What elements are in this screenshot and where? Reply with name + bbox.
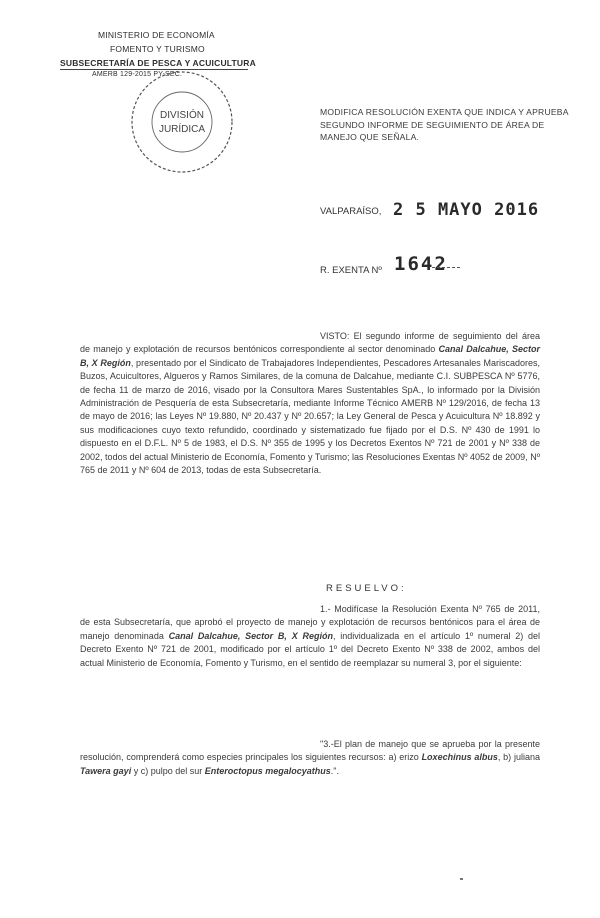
date-stamp: 2 5 MAYO 2016 (393, 200, 540, 220)
resuelvo-heading: RESUELVO: (326, 583, 407, 594)
visto-lead: VISTO: (320, 331, 350, 341)
visto-text-1: El segundo informe de seguimiento del área de manejo y explotación de recursos bentónicos correspondiente al sector denominado (80, 331, 540, 355)
resolution-label: R. EXENTA Nº (320, 265, 382, 276)
quote-species-1: Loxechinus albus (421, 752, 498, 763)
division-juridica-stamp (128, 68, 236, 176)
header-ministry-sub: FOMENTO Y TURISMO (110, 44, 205, 54)
header-ministry: MINISTERIO DE ECONOMÍA (98, 30, 215, 40)
quote-species-3: Enteroctopus megalocyathus (204, 765, 331, 776)
quote-text-2: , b) juliana (497, 752, 540, 763)
visto-text-2: , presentado por el Sindicato de Trabajadores Independientes, Pescadores Artesanales Mariscadores, Buzos, Acuicultores, Algueros y Ramos Similares, de la comuna de Dalcahue, mediante C.I. SUBPESCA Nº 5776, de fecha 11 de marzo de 2016, visado por la Consultora Mares Sustentables SpA., lo informado por la División Administración de Pesquería de esta Subsecretaría, mediante Informe Técnico AMERB Nº 129/2016, de fecha 13 de mayo de 2016; las Leyes Nº 19.880, Nº 20.437 y Nº 20.657; la Ley General de Pesca y Acuicultura Nº 18.892 y sus modificaciones cuyo texto refundido, coordinado y sistematizado fue fijado por el D.S. Nº 430 de 1991 lo dispuesto en el D.F.L. Nº 5 de 1983, el D.S. Nº 355 de 1995 y los Decretos Exentos Nº 721 de 2001 y Nº 338 de 2002, todos del actual Ministerio de Economía, Fomento y Turismo; las Resoluciones Exentas Nº 4052 de 2009, Nº 765 de 2011 y Nº 604 de 2013, todas de esta Subsecretaría. (80, 357, 540, 476)
visto-sector: Canal Dalcahue, Sector B, X Región (80, 344, 540, 368)
date-label: VALPARAÍSO, (320, 206, 382, 217)
article-1-sector: Canal Dalcahue, Sector B, X Región (168, 630, 333, 641)
resolution-number: 1642 (394, 253, 448, 275)
article-1-quote (80, 738, 540, 778)
quote-text-1: "3.-El plan de manejo que se aprueba por la presente resolución, comprenderá como especies principales los siguientes recursos: a) erizo (80, 739, 540, 763)
article-1 (80, 603, 540, 670)
stamp-text-2: JURÍDICA (158, 124, 206, 135)
quote-text-4: .". (330, 765, 339, 776)
document-title: MODIFICA RESOLUCIÓN EXENTA QUE INDICA Y APRUEBA SEGUNDO INFORME DE SEGUIMIENTO DE ÁREA DE MANEJO QUE SEÑALA. (320, 107, 569, 142)
resolution-underline (432, 267, 460, 268)
article-1-text-1: 1.- Modifícase la Resolución Exenta Nº 765 de 2011, de esta Subsecretaría, que aprobó el proyecto de manejo y explotación de recursos bentónicos para el área de manejo denominada (80, 604, 540, 641)
visto-paragraph (80, 330, 540, 477)
article-1-text-2: , individualizada en el artículo 1º numeral 2) del Decreto Exento Nº 721 de 2001, modificado por el artículo 1º del Decreto Exento Nº 338 de 2002, ambos del actual Ministerio de Economía, Fomento y Turismo, en el sentido de reemplazar su numeral 3, por el siguiente: (80, 630, 540, 668)
scan-mark (460, 878, 463, 880)
quote-species-2: Tawera gayi (80, 765, 132, 776)
header-subsecretaria: SUBSECRETARÍA DE PESCA Y ACUICULTURA (60, 58, 256, 68)
header-reference: AMERB 129-2015 PY-SEC. (92, 71, 183, 78)
stamp-text-1: DIVISIÓN (160, 110, 204, 121)
quote-text-3: y c) pulpo del sur (131, 765, 205, 776)
